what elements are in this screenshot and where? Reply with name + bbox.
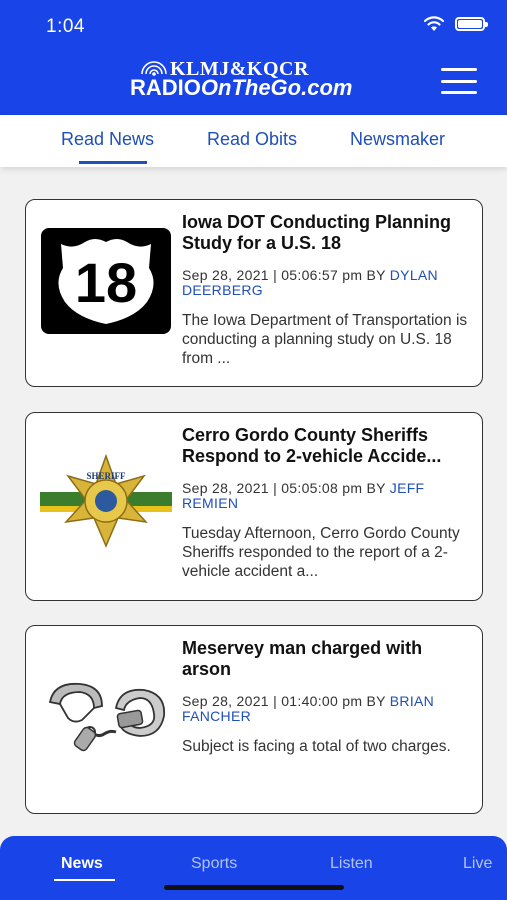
handcuffs-icon	[40, 672, 172, 762]
station-logo[interactable]	[130, 58, 380, 102]
status-icons	[423, 16, 485, 32]
article-title: Meservey man charged with arson	[182, 638, 423, 679]
article-summary: Tuesday Afternoon, Cerro Gordo County Sheriffs responded to the report of a 2-vehicle accident a...	[182, 525, 460, 580]
wifi-icon	[423, 16, 445, 32]
tab-read-news[interactable]: Read News	[61, 129, 155, 149]
sheriff-badge-icon	[40, 454, 172, 554]
article-meta: Sep 28, 2021 | 05:05:08 pm BY JEFF REMIEN	[182, 480, 425, 511]
article-summary: Subject is facing a total of two charges.	[182, 738, 451, 755]
svg-text:SHERIFF: SHERIFF	[86, 471, 126, 481]
article-body	[182, 425, 468, 581]
article-author[interactable]: DYLAN DEERBERG	[182, 267, 438, 298]
tab-newsmaker[interactable]: Newsmaker	[350, 129, 446, 149]
nav-sports[interactable]: Sports	[191, 855, 238, 872]
news-tabs	[0, 115, 507, 167]
tab-read-obits[interactable]: Read Obits	[207, 129, 298, 149]
hamburger-menu-icon[interactable]	[441, 68, 477, 94]
nav-live[interactable]: Live	[463, 855, 493, 872]
bottom-nav	[0, 836, 507, 900]
article-body	[182, 638, 468, 756]
article-image	[40, 449, 172, 559]
home-indicator[interactable]	[164, 885, 344, 890]
article-body	[182, 212, 468, 368]
nav-news[interactable]: News	[61, 855, 103, 872]
battery-icon	[455, 17, 485, 31]
logo-bottom-text: RADIOOnTheGo.com	[130, 75, 353, 100]
nav-listen[interactable]: Listen	[330, 855, 373, 872]
us-route-shield-icon	[41, 228, 171, 334]
app-header	[0, 0, 507, 115]
tab-active-indicator	[79, 161, 147, 164]
article-image	[40, 662, 172, 772]
article-title: Cerro Gordo County Sheriffs Respond to 2-vehicle Accide...	[182, 425, 442, 466]
article-author[interactable]: BRIAN FANCHER	[182, 693, 435, 724]
logo-top-text: KLMJ&KQCR	[170, 58, 309, 80]
news-card[interactable]	[25, 625, 483, 814]
news-card[interactable]	[25, 199, 483, 387]
svg-text:18: 18	[74, 251, 138, 314]
article-title: Iowa DOT Conducting Planning Study for a U.S. 18	[182, 212, 451, 253]
article-image	[40, 226, 172, 336]
article-meta: Sep 28, 2021 | 05:06:57 pm BY DYLAN DEERBERG	[182, 267, 438, 298]
nav-active-indicator	[54, 879, 115, 881]
article-author[interactable]: JEFF REMIEN	[182, 480, 425, 511]
article-meta: Sep 28, 2021 | 01:40:00 pm BY BRIAN FANCHER	[182, 693, 435, 724]
article-summary: The Iowa Department of Transportation is conducting a planning study on U.S. 18 from ...	[182, 312, 468, 367]
status-time: 1:04	[46, 16, 85, 37]
news-card[interactable]	[25, 412, 483, 601]
